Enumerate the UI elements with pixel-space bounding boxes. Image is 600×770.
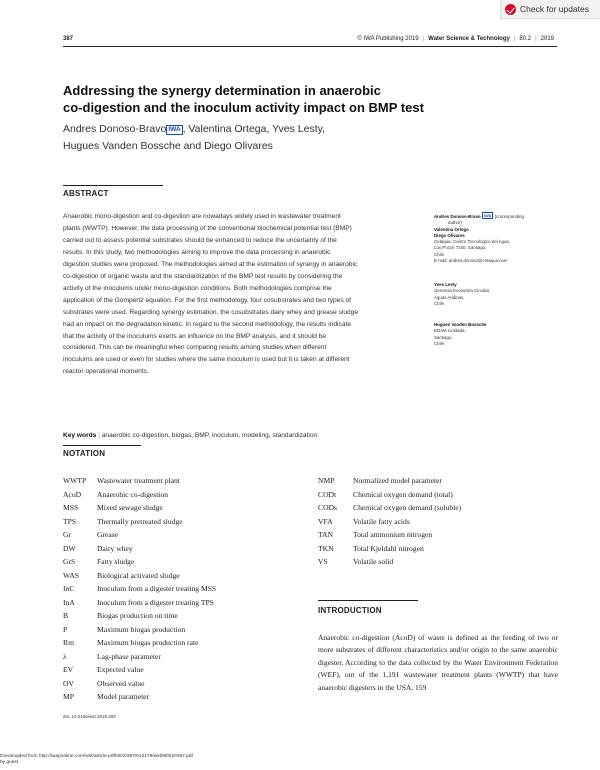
download-line: by guest <box>0 760 19 765</box>
notation-abbr: VFA <box>318 516 333 526</box>
introduction-heading: INTRODUCTION <box>318 606 382 615</box>
notation-abbr: Gr <box>63 530 72 540</box>
abstract-line: carried out to assess potential substrates should be enhanced to reduce the uncertainty of the <box>63 236 337 244</box>
abstract-line: plants (WWTP). However, the data processing of the conventional biochemical potential test (BMP) <box>63 224 352 232</box>
affiliation-line: Chile <box>434 251 445 257</box>
paper-title <box>63 82 463 116</box>
affiliation-line: Cetaqua, Centro Tecnológico del Agua, <box>434 239 511 245</box>
notation-abbr: TPS <box>63 516 77 526</box>
author-names: , Valentina Ortega, Yves Lesty, <box>182 123 326 135</box>
affiliation-line: EDAM Limitada, <box>434 328 466 334</box>
notation-row <box>63 690 216 704</box>
header-separator: | <box>422 36 425 42</box>
abstract-line: substrates were used. Regarding synergy estimation, the cosubstrates dairy whey and grease sludge <box>63 308 359 316</box>
notation-abbr: MP <box>63 692 74 702</box>
running-header <box>357 36 554 42</box>
affiliation-line: Aguas Andinas, <box>434 294 465 300</box>
notation-row <box>318 528 461 542</box>
notation-abbr: EV <box>63 665 74 675</box>
notation-abbr: InC <box>63 584 75 594</box>
notation-row <box>318 515 461 529</box>
notation-abbr: DW <box>63 543 76 553</box>
affiliation-line: author) <box>448 220 462 226</box>
page-number: 387 <box>63 36 74 42</box>
notation-abbr: GrS <box>63 557 76 567</box>
notation-def: Maximum biogas production rate <box>97 638 199 648</box>
notation-row <box>63 596 216 610</box>
notation-def: Biogas production on time <box>97 611 178 621</box>
download-notice <box>0 754 193 766</box>
notation-def: Grease <box>97 530 119 540</box>
notation-row <box>63 501 216 515</box>
notation-def: Mixed sewage sludge <box>97 503 163 513</box>
notation-def: Normalized model parameter <box>353 476 442 486</box>
affiliation-email: E-mail: andres.donoso@cetaqua.com <box>434 258 508 264</box>
affiliation-line: Santiago, <box>434 334 453 340</box>
notation-def: Dairy whey <box>97 543 133 553</box>
notation-row <box>63 474 216 488</box>
notation-abbr: λ <box>63 651 67 661</box>
notation-def: Lag-phase parameter <box>97 651 161 661</box>
notation-row <box>63 623 216 637</box>
notation-abbr: TKN <box>318 543 334 553</box>
notation-def: Observed value <box>97 678 145 688</box>
notation-row <box>63 542 216 556</box>
journal-name: Water Science & Technology <box>428 36 510 42</box>
abstract-line: results. In this study, two methodologies aiming to improve the data processing in anaerobic <box>63 248 331 256</box>
notation-row <box>63 663 216 677</box>
notation-list-left <box>63 474 216 704</box>
abstract-line: application of the Gompertz equation. For the first methodology, four cosubstrates and two types of <box>63 296 351 304</box>
notation-row <box>63 488 216 502</box>
notation-row <box>63 528 216 542</box>
header-rule <box>63 46 557 47</box>
affiliation-name: Valentina Ortega <box>434 226 469 232</box>
notation-abbr: MSS <box>63 503 79 513</box>
abstract-line: that the activity of the inoculums exerts an influence on the BMP analysis, and it should be <box>63 332 327 340</box>
notation-row <box>63 555 216 569</box>
notation-row <box>318 501 461 515</box>
notation-abbr: Rm <box>63 638 74 648</box>
notation-def: Chemical oxygen demand (total) <box>353 489 453 499</box>
notation-row <box>318 555 461 569</box>
notation-def: Total Kjeldahl nitrogen <box>353 543 424 553</box>
affiliation-block <box>434 212 574 264</box>
keywords: Key words | anaerobic co-digestion, biogas, BMP, inoculum, modeling, standardization <box>63 432 318 439</box>
notation-abbr: InA <box>63 597 75 607</box>
notation-rule <box>63 445 141 446</box>
notation-def: Total ammonium nitrogen <box>353 530 433 540</box>
year: 2019 <box>540 36 554 42</box>
keywords-label: Key words <box>63 432 97 439</box>
abstract-line: inoculums are used or even for studies where the same inoculum is used but it is taken at different <box>63 356 350 364</box>
notation-row <box>318 488 461 502</box>
abstract-rule <box>63 185 163 186</box>
notation-row <box>63 636 216 650</box>
notation-row <box>63 569 216 583</box>
abstract-line: had an impact on the degradation kinetic. In regard to the second methodology, the results indicate <box>63 320 351 328</box>
notation-def: Volatile solid <box>353 557 394 567</box>
abstract-line: reactor operational moments. <box>63 368 149 376</box>
publisher: © IWA Publishing 2019 <box>357 36 419 42</box>
notation-abbr: B <box>63 611 69 621</box>
notation-row <box>63 582 216 596</box>
notation-heading: NOTATION <box>63 449 106 458</box>
notation-row <box>318 542 461 556</box>
notation-def: Volatile fatty acids <box>353 516 410 526</box>
title-line: co-digestion and the inoculum activity impact on BMP test <box>63 100 424 115</box>
introduction-body: Anaerobic co-digestion (AcoD) of waste is defined as the feeding of two or more substrates of different characteristics and/or origin to the same anaerobic digester. According to the data collected by the Water Environment Federation (WEF), out of the 1,191 wastewater treatment plants (WWTP) that have anaerobic digesters in the USA, 159 <box>318 633 558 692</box>
affiliation-note: (corresponding <box>493 214 524 219</box>
notation-row <box>318 474 461 488</box>
notation-def: Anaerobic co-digestion <box>97 489 169 499</box>
notation-abbr: OV <box>63 678 74 688</box>
notation-def: Inoculum from a digester treating MSS <box>97 584 217 594</box>
notation-def: Wastewater treatment plant <box>97 476 180 486</box>
notation-abbr: NMP <box>318 476 335 486</box>
abstract-heading: ABSTRACT <box>63 189 109 198</box>
affiliation-name: Diego Olivares <box>434 232 465 238</box>
check-for-updates-button[interactable] <box>500 0 600 19</box>
author-name: Andres Donoso-Bravo <box>63 123 167 135</box>
affiliation-name: Yves Lesty <box>434 282 457 287</box>
notation-abbr: CODs <box>318 503 337 513</box>
notation-abbr: TAN <box>318 530 333 540</box>
notation-def: Inoculum from a digester treating TPS <box>97 597 214 607</box>
introduction-rule <box>318 600 418 601</box>
doi: doi: 10.2166/wst.2019.292 <box>63 714 116 719</box>
affiliation-block <box>434 282 574 307</box>
notation-def: Maximum biogas production <box>97 624 186 634</box>
affiliation-line: Los Pozos 7340, Santiago, <box>434 245 487 251</box>
affiliation-name: Andres Donoso-Bravo <box>434 214 481 219</box>
keywords-list: anaerobic co-digestion, biogas, BMP, inoculum, modeling, standardization <box>101 432 318 439</box>
affiliation-line: Gerencia Economía Circular, <box>434 288 491 294</box>
notation-row <box>63 650 216 664</box>
download-line: Downloaded from http://iwaponline.com/wst/article-pdf/80/2/387/612179/wst080020387.pdf <box>0 754 193 759</box>
notation-abbr: AcoD <box>63 489 82 499</box>
notation-abbr: WAS <box>63 570 80 580</box>
notation-def: Biological activated sludge <box>97 570 180 580</box>
notation-def: Thermally pretreated sludge <box>97 516 183 526</box>
affiliation-name: Hugues Vanden Bossche <box>434 322 487 327</box>
header-separator: | <box>535 36 537 42</box>
abstract-line: digestion studies were proposed. The methodologies aimed at the estimation of synergy in anaerobic <box>63 260 358 268</box>
affiliation-block <box>434 322 574 347</box>
abstract-line: activity of the inoculums under mono-digestion conditions. Both methodologies comprise the <box>63 284 332 292</box>
notation-abbr: VS <box>318 557 328 567</box>
author-names: Hugues Vanden Bossche and Diego Olivares <box>63 140 273 152</box>
abstract-line: co-digestion of organic waste and the standardization of the BMP test results by considering the <box>63 272 343 280</box>
abstract-line: Anaerobic mono-digestion and co-digestion are nowadays widely used in wastewater treatment <box>63 213 341 220</box>
check-updates-icon <box>505 4 516 15</box>
notation-def: Expected value <box>97 665 144 675</box>
author-list <box>63 121 483 155</box>
notation-abbr: P <box>63 624 68 634</box>
affiliation-line: Chile <box>434 300 445 306</box>
iwa-member-badge: IWA <box>483 213 492 218</box>
abstract-body <box>63 211 393 378</box>
notation-def: Fatty sludge <box>97 557 135 567</box>
notation-row <box>63 609 216 623</box>
check-updates-label: Check for updates <box>520 4 589 14</box>
title-line: Addressing the synergy determination in anaerobic <box>63 83 381 98</box>
iwa-member-badge: IWA <box>168 126 181 133</box>
notation-def: Model parameter <box>97 692 150 702</box>
notation-abbr: CODt <box>318 489 337 499</box>
notation-abbr: WWTP <box>63 476 87 486</box>
header-separator: | <box>513 36 516 42</box>
notation-row <box>63 677 216 691</box>
volume-issue: 80.2 <box>519 36 532 42</box>
affiliation-line: Chile <box>434 340 445 346</box>
notation-def: Chemical oxygen demand (soluble) <box>353 503 462 513</box>
notation-list-right <box>318 474 461 569</box>
notation-row <box>63 515 216 529</box>
abstract-line: considered. This can be meaningful when comparing results among studies when different <box>63 344 327 352</box>
